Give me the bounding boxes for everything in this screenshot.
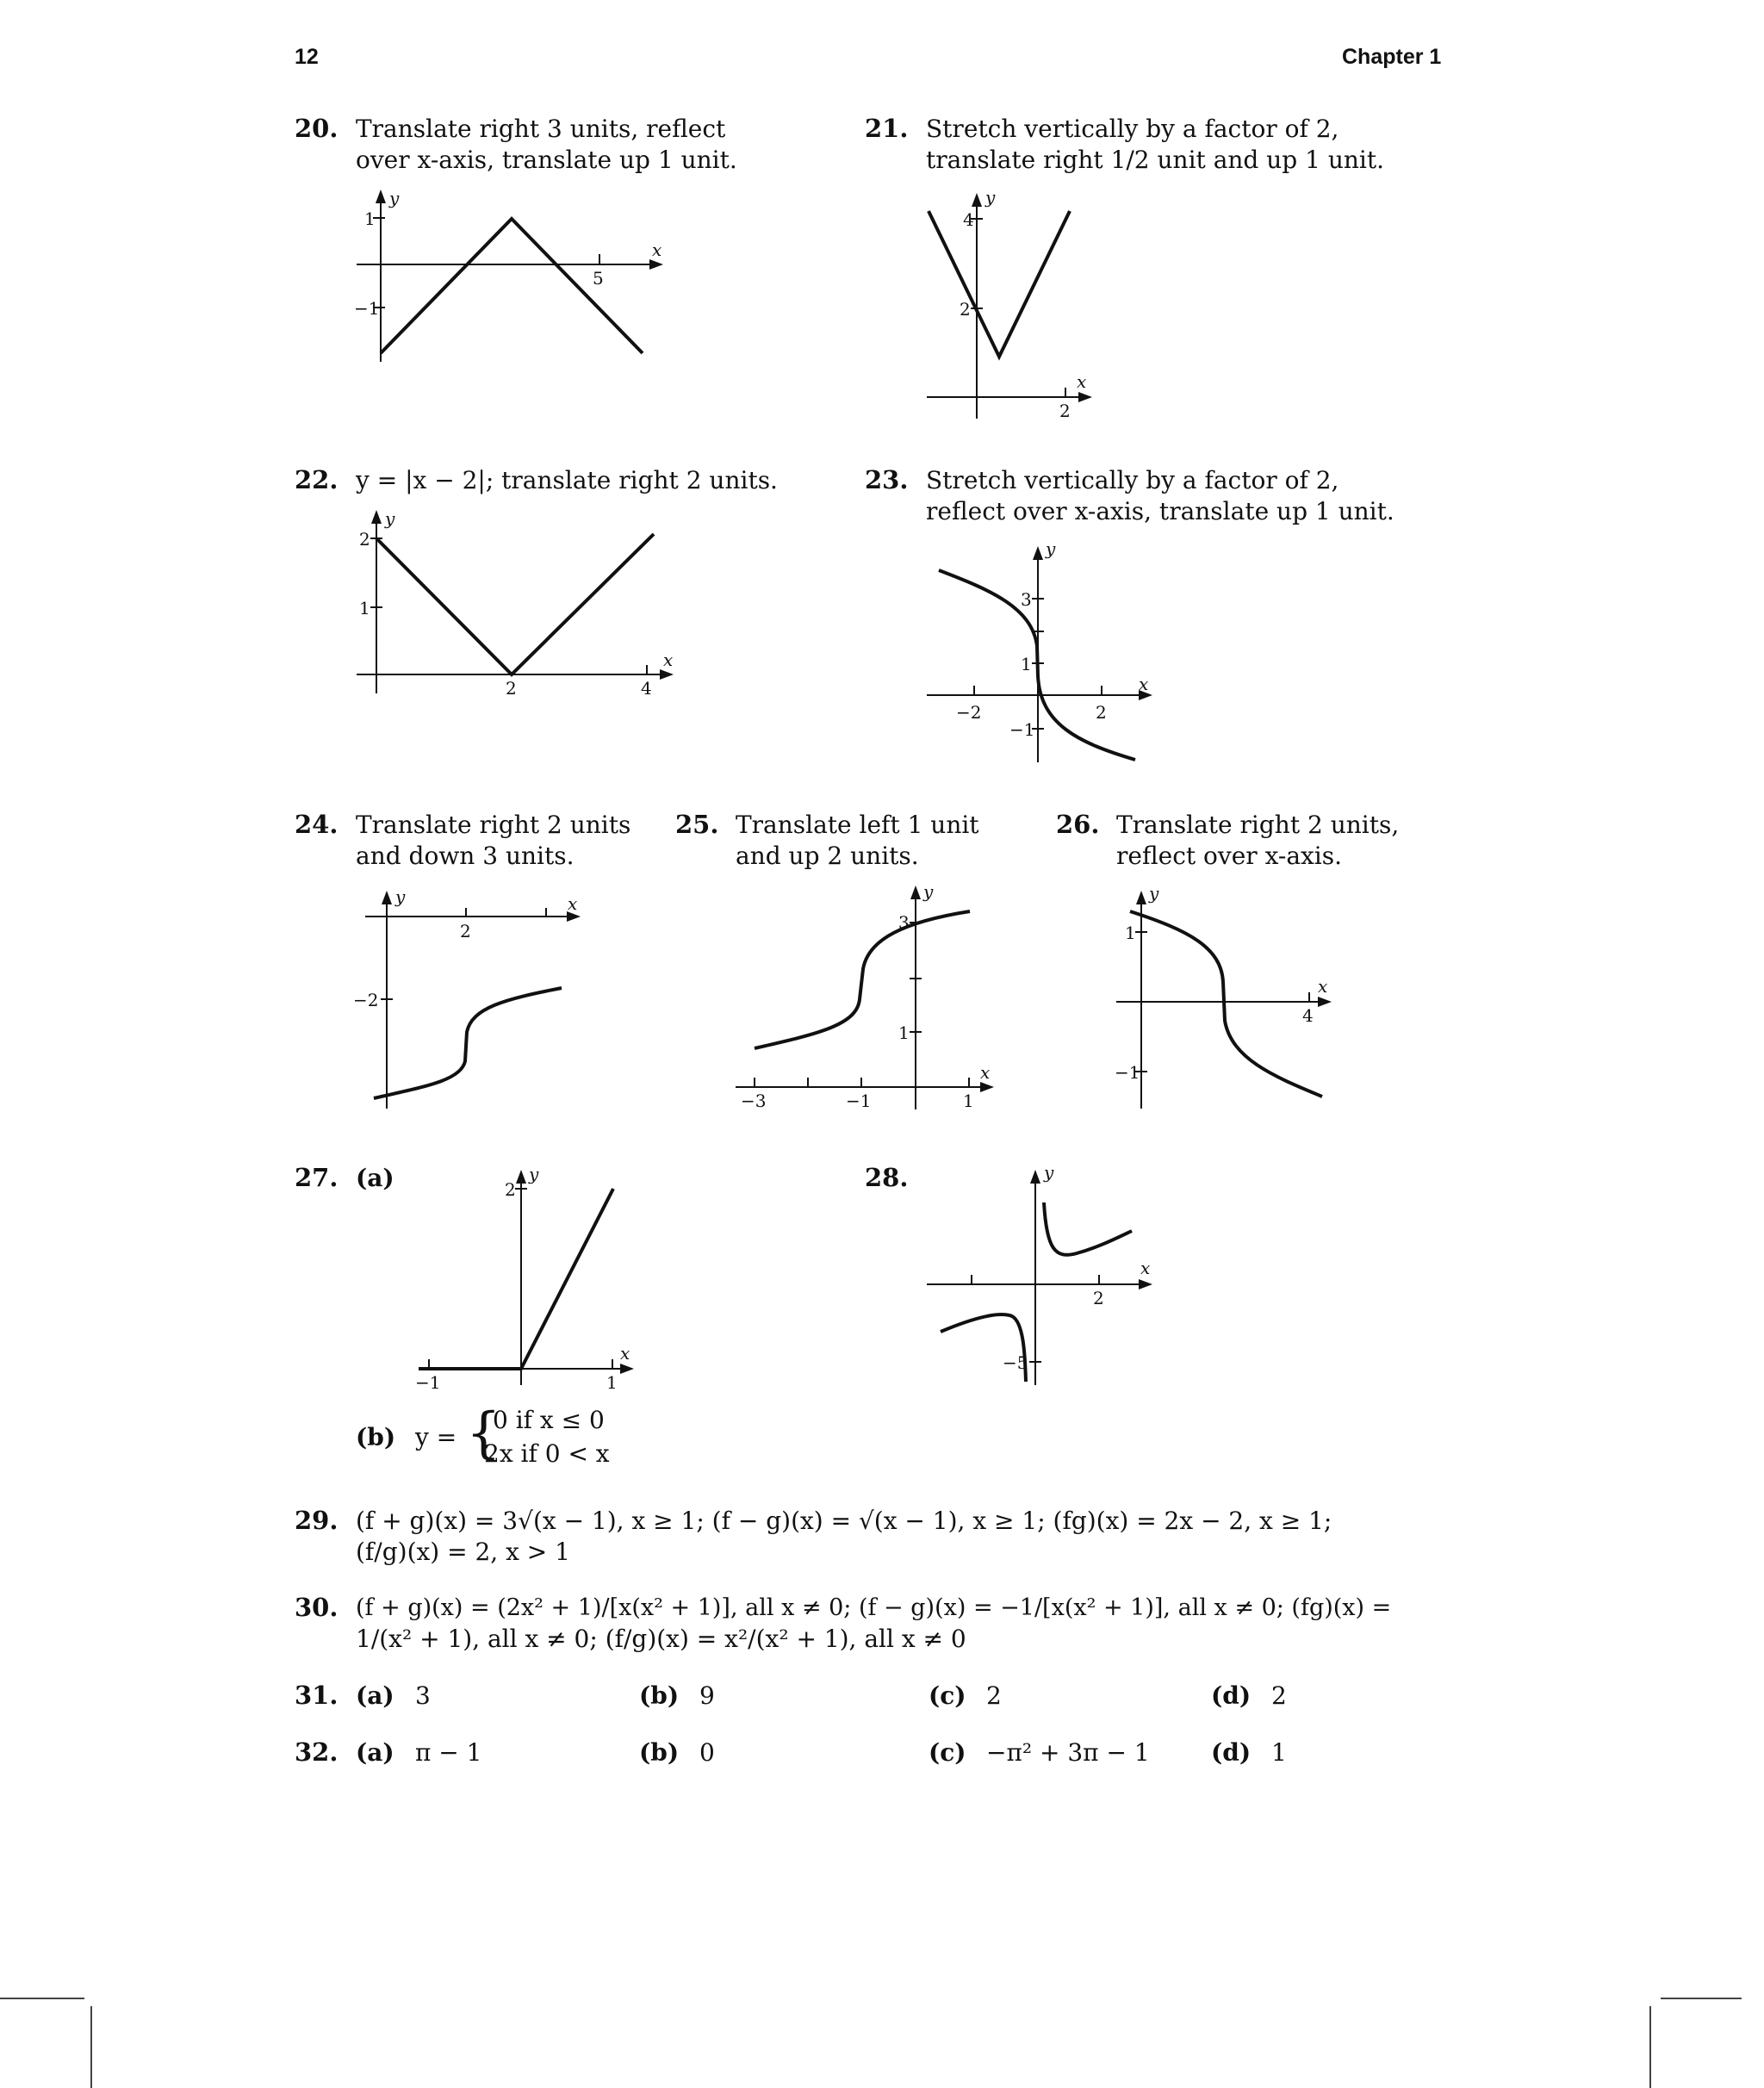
axis-label: y (1044, 1162, 1054, 1183)
tick-label: 1 (359, 598, 370, 618)
problem-number: 29. (295, 1506, 339, 1535)
tick-label: −2 (353, 990, 379, 1010)
problem-number: 25. (675, 810, 719, 839)
answer-value: 2 (986, 1681, 1002, 1710)
tick-label: 1 (963, 1091, 974, 1111)
answer-value: 9 (699, 1681, 715, 1710)
tick-label: 3 (898, 912, 910, 933)
tick-label: 4 (1302, 1005, 1314, 1026)
answer-value: 1 (1271, 1738, 1287, 1767)
part-label: (a) (356, 1164, 394, 1192)
axis-label: y (923, 881, 934, 902)
tick-label: 4 (963, 209, 974, 230)
tick-label: 2 (506, 678, 517, 699)
problem-number: 31. (295, 1681, 339, 1710)
tick-label: 1 (606, 1372, 618, 1393)
axis-label: y (389, 188, 400, 208)
part-label: (b) (639, 1738, 680, 1767)
problem-text: (f + g)(x) = 3√(x − 1), x ≥ 1; (f − g)(x) = √(x − 1), x ≥ 1; (fg)(x) = 2x − 2, x ≥ 1; (356, 1507, 1332, 1535)
problem-text: (f + g)(x) = (2x² + 1)/[x(x² + 1)], all x ≠ 0; (f − g)(x) = −1/[x(x² + 1)], all x ≠ 0; (fg)(x) = (356, 1594, 1392, 1621)
tick-label: −2 (956, 702, 982, 723)
tick-label: −1 (1115, 1062, 1140, 1083)
tick-label: −3 (741, 1091, 767, 1111)
problem-text: over x-axis, translate up 1 unit. (356, 146, 737, 174)
tick-label: 1 (1021, 654, 1032, 674)
tick-label: −1 (1009, 719, 1035, 740)
problem-number: 23. (865, 465, 909, 494)
answer-value: 0 (699, 1738, 715, 1767)
axis-label: x (1139, 674, 1149, 694)
tick-label: 2 (1093, 1288, 1104, 1308)
axis-label: y (1149, 883, 1159, 904)
crop-mark (0, 1998, 84, 1999)
part-label: (a) (356, 1681, 394, 1710)
problem-text: y = |x − 2|; translate right 2 units. (356, 466, 778, 494)
part-label: (a) (356, 1738, 394, 1767)
problem-text: reflect over x-axis, translate up 1 unit. (926, 497, 1394, 525)
crop-mark (1661, 1998, 1742, 1999)
tick-label: 2 (1059, 401, 1071, 421)
problem-text: translate right 1/2 unit and up 1 unit. (926, 146, 1384, 174)
part-label: (d) (1211, 1681, 1252, 1710)
problem-text: Stretch vertically by a factor of 2, (926, 115, 1339, 143)
problem-text: and up 2 units. (736, 842, 919, 870)
problem-number: 28. (865, 1163, 909, 1192)
problem-text: Translate right 2 units (356, 811, 631, 839)
axis-label: y (529, 1164, 539, 1184)
problem-text: Translate right 2 units, (1116, 811, 1400, 839)
answer-value: 2 (1271, 1681, 1287, 1710)
tick-label: 5 (593, 268, 604, 289)
tick-label: −1 (415, 1372, 441, 1393)
problem-text: Stretch vertically by a factor of 2, (926, 466, 1339, 494)
axis-label: y (1046, 538, 1056, 559)
problem-number: 24. (295, 810, 339, 839)
axis-label: y (985, 187, 996, 208)
answer-value: 3 (415, 1681, 431, 1710)
tick-label: 2 (359, 529, 370, 550)
tick-label: 3 (1021, 589, 1032, 610)
part-label: (c) (929, 1681, 966, 1710)
tick-label: 1 (1125, 923, 1136, 943)
part-label: (d) (1211, 1738, 1252, 1767)
part-label: (c) (929, 1738, 966, 1767)
axis-label: x (980, 1062, 991, 1083)
answer-value: π − 1 (415, 1738, 482, 1767)
tick-label: 2 (1096, 702, 1107, 723)
tick-label: 2 (960, 299, 971, 320)
problem-number: 32. (295, 1737, 339, 1767)
crop-mark (1649, 2006, 1651, 2088)
piecewise-lhs: y = (415, 1423, 457, 1451)
answer-value: −π² + 3π − 1 (986, 1738, 1150, 1767)
problem-number: 26. (1056, 810, 1100, 839)
axis-label: x (652, 239, 662, 260)
problem-text: (f/g)(x) = 2, x > 1 (356, 1538, 570, 1566)
tick-label: 2 (460, 921, 471, 941)
axis-label: x (1140, 1258, 1151, 1278)
piecewise-case: 2x if 0 < x (484, 1439, 610, 1468)
tick-label: 1 (898, 1022, 910, 1043)
crop-mark (90, 2006, 92, 2088)
axis-label: x (1077, 371, 1087, 392)
tick-label: −1 (846, 1091, 872, 1111)
problem-text: Translate left 1 unit (736, 811, 979, 839)
axis-label: x (1318, 976, 1328, 997)
problem-number: 20. (295, 114, 339, 143)
tick-label: 1 (364, 208, 376, 229)
problem-text: 1/(x² + 1), all x ≠ 0; (f/g)(x) = x²/(x² + 1), all x ≠ 0 (356, 1625, 966, 1653)
chapter-title: Chapter 1 (1342, 45, 1442, 69)
tick-label: 2 (505, 1179, 516, 1200)
page-number: 12 (295, 45, 319, 69)
problem-text: and down 3 units. (356, 842, 575, 870)
curve (1044, 1202, 1132, 1255)
problem-number: 21. (865, 114, 909, 143)
axis-label: x (568, 893, 578, 914)
tick-label: −1 (354, 298, 380, 319)
piecewise-case: 0 if x ≤ 0 (493, 1406, 605, 1434)
axis-label: y (395, 886, 406, 907)
problem-text: Translate right 3 units, reflect (356, 115, 726, 143)
part-label: (b) (356, 1423, 396, 1451)
problem-number: 27. (295, 1163, 339, 1192)
axis-label: x (663, 649, 674, 670)
axis-label: x (620, 1343, 630, 1364)
axis-label: y (385, 508, 395, 529)
problem-text: reflect over x-axis. (1116, 842, 1343, 870)
tick-label: −5 (1003, 1352, 1028, 1373)
brace-icon: { (466, 1401, 501, 1465)
problem-number: 22. (295, 465, 339, 494)
tick-label: 4 (641, 678, 652, 699)
problem-number: 30. (295, 1593, 339, 1622)
part-label: (b) (639, 1681, 680, 1710)
